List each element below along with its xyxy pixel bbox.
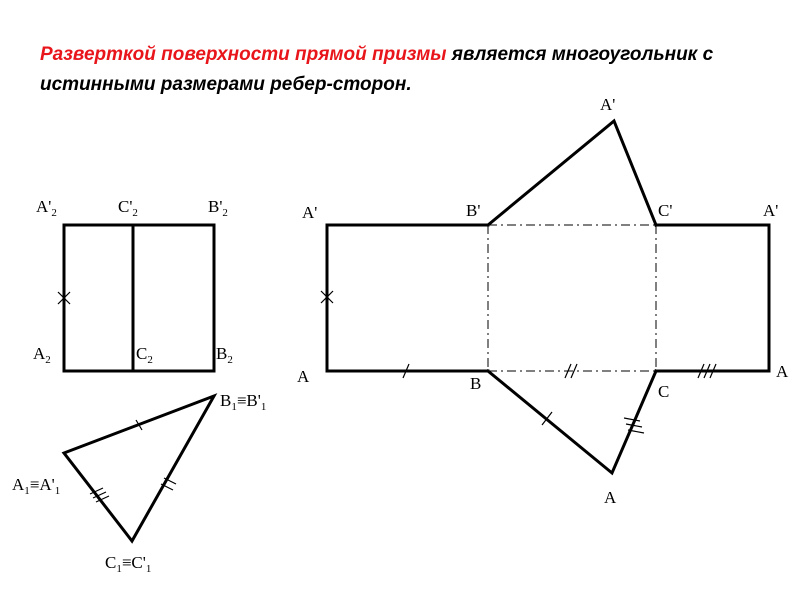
dev-bottom-base-triangle (488, 371, 656, 473)
label-dev-a-right: A (776, 362, 789, 381)
label-c-2: $C_2$ (136, 344, 153, 366)
label-c-prime-2: $C'_2$ (118, 197, 138, 219)
label-dev-a-apex: A (604, 488, 617, 507)
top-view-triangle (64, 396, 214, 541)
label-dev-c-prime: C' (658, 201, 673, 220)
label-dev-a-prime-apex: A' (600, 95, 616, 114)
label-dev-b-prime: B' (466, 201, 481, 220)
top-view (64, 396, 214, 541)
label-a-2: $A_2$ (33, 344, 51, 366)
development (321, 121, 769, 473)
label-dev-a-prime-right: A' (763, 201, 779, 220)
label-c1: $C_1\equiv C'_1$ (105, 553, 152, 575)
ca-tick (624, 418, 640, 421)
label-b-prime-2: $B'_2$ (208, 197, 228, 219)
heading-red-part: Разверткой поверхности прямой призмы (40, 44, 447, 65)
label-dev-c: C (658, 382, 670, 401)
label-dev-b: B (470, 374, 482, 393)
label-b1: $B_1\equiv B'_1$ (220, 391, 267, 413)
label-a-prime-2: $A'_2$ (36, 197, 57, 219)
label-a1: $A_1\equiv A'_1$ (12, 475, 61, 497)
heading-black-part: является многоугольник с истинными размерами ребер-сторон. (40, 44, 714, 95)
label-dev-a-left: A (297, 367, 310, 386)
label-b-2: $B_2$ (216, 344, 233, 366)
label-dev-a-prime-left: A' (302, 203, 318, 222)
dev-top-base-triangle (488, 121, 656, 225)
